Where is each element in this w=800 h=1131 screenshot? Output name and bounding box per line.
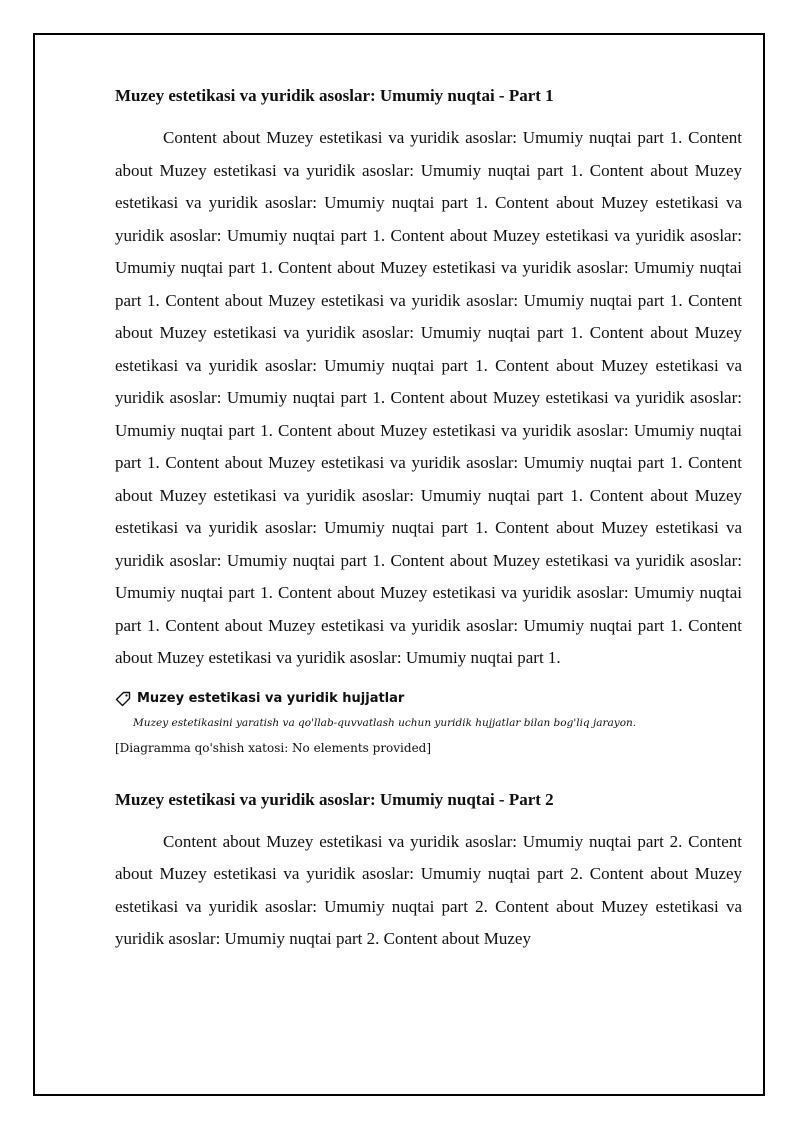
diagram-title: Muzey estetikasi va yuridik hujjatlar (137, 690, 405, 706)
diagram-error-message: [Diagramma qo'shish xatosi: No elements provided] (115, 740, 432, 755)
diagram-title-row (115, 689, 742, 709)
diagram-block (115, 689, 742, 758)
section-heading-part-2: Muzey estetikasi va yuridik asoslar: Umumiy nuqtai - Part 2 (115, 789, 554, 809)
section-body-part-2: Content about Muzey estetikasi va yuridik asoslar: Umumiy nuqtai part 2. Content about Muzey estetikasi va yuridik asoslar: Umumiy nuqtai part 2. Content about Muzey estetikasi va yuridik asoslar: Umumiy nuqtai part 2. Content about Muzey estetikasi va yuridik asoslar: Umumiy nuqtai part 2. Content about Muzey (115, 831, 742, 948)
section-heading-part-1: Muzey estetikasi va yuridik asoslar: Umumiy nuqtai - Part 1 (115, 86, 554, 105)
section-body-part-1: Content about Muzey estetikasi va yuridik asoslar: Umumiy nuqtai part 1. Content about Muzey estetikasi va yuridik asoslar: Umumiy nuqtai part 1. Content about Muzey estetikasi va yuridik asoslar: Umumiy nuqtai part 1. Content about Muzey estetikasi va yuridik asoslar: Umumiy nuqtai part 1. Content about Muzey estetikasi va yuridik asoslar: Umumiy nuqtai part 1. Content about Muzey estetikasi va yuridik asoslar: Umumiy nuqtai part 1. Content about Muzey estetikasi va yuridik asoslar: Umumiy nuqtai part 1. Content about Muzey estetikasi va yuridik asoslar: Umumiy nuqtai part 1. Content about Muzey estetikasi va yuridik asoslar: Umumiy nuqtai part 1. Content about Muzey estetikasi va yuridik asoslar: Umumiy nuqtai part 1. Content about Muzey estetikasi va yuridik asoslar: Umumiy nuqtai part 1. Content about Muzey estetikasi va yuridik asoslar: Umumiy nuqtai part 1. Content about Muzey estetikasi va yuridik asoslar: Umumiy nuqtai part 1. Content about Muzey estetikasi va yuridik asoslar: Umumiy nuqtai part 1. Content about Muzey estetikasi va yuridik asoslar: Umumiy nuqtai part 1. Content about Muzey estetikasi va yuridik asoslar: Umumiy nuqtai part 1. Content about Muzey estetikasi va yuridik asoslar: Umumiy nuqtai part 1. Content about Muzey estetikasi va yuridik asoslar: Umumiy nuqtai part 1. Content about Muzey estetikasi va yuridik asoslar: Umumiy nuqtai part 1. Content about Muzey estetikasi va yuridik asoslar: Umumiy nuqtai part 1. (115, 128, 742, 667)
document-content (115, 84, 742, 956)
tag-icon (115, 691, 131, 707)
diagram-description: Muzey estetikasini yaratish va qo'llab-quvvatlash uchun yuridik hujjatlar bilan bog'liq jarayon. (133, 716, 637, 729)
